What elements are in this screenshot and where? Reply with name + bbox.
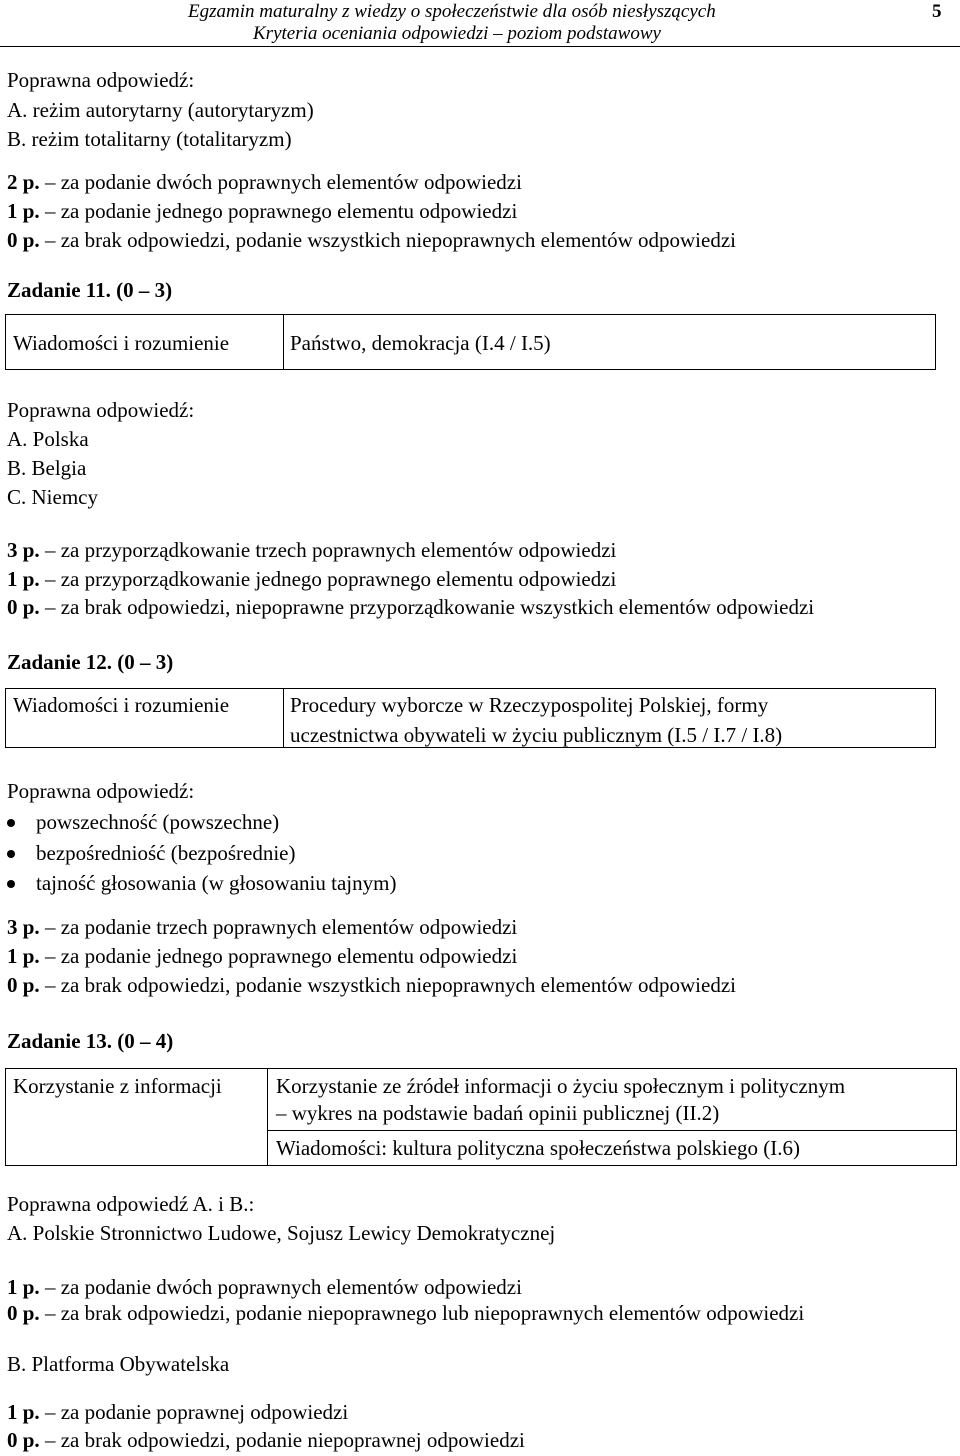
score-line: 0 p. – za brak odpowiedzi, podanie wszystkich niepoprawnych elementów odpowiedzi xyxy=(7,973,736,997)
requirement-description: – wykres na podstawie badań opinii publicznej (II.2) xyxy=(276,1101,720,1125)
score-line: 2 p. – za podanie dwóch poprawnych elementów odpowiedzi xyxy=(7,170,522,194)
bullet-icon xyxy=(7,850,15,858)
requirement-description: Procedury wyborcze w Rzeczypospolitej Polskiej, formy xyxy=(290,693,769,717)
answer-b: B. reżim totalitarny (totalitaryzm) xyxy=(7,127,292,151)
score-line: 0 p. – za brak odpowiedzi, niepoprawne przyporządkowanie wszystkich elementów odpowiedzi xyxy=(7,595,815,619)
requirement-description: uczestnictwa obywateli w życiu publicznym (I.5 / I.7 / I.8) xyxy=(290,723,783,747)
answer-b: B. Platforma Obywatelska xyxy=(7,1352,230,1376)
list-item: tajność głosowania (w głosowaniu tajnym) xyxy=(36,871,397,895)
score-line: 1 p. – za podanie jednego poprawnego elementu odpowiedzi xyxy=(7,944,518,968)
bullet-icon xyxy=(7,819,15,827)
table-divider xyxy=(267,1068,268,1166)
score-line: 1 p. – za podanie dwóch poprawnych elementów odpowiedzi xyxy=(7,1275,522,1299)
score-line: 1 p. – za przyporządkowanie jednego poprawnego elementu odpowiedzi xyxy=(7,567,617,591)
bullet-icon xyxy=(7,880,15,888)
requirement-description: Korzystanie ze źródeł informacji o życiu społecznym i politycznym xyxy=(276,1074,846,1098)
header-title-line2: Kryteria oceniania odpowiedzi – poziom podstawowy xyxy=(253,23,661,44)
page-number: 5 xyxy=(932,1,942,22)
answer-label: Poprawna odpowiedź: xyxy=(7,68,195,92)
score-line: 3 p. – za podanie trzech poprawnych elementów odpowiedzi xyxy=(7,915,518,939)
requirement-category: Wiadomości i rozumienie xyxy=(13,331,230,355)
answer-label: Poprawna odpowiedź A. i B.: xyxy=(7,1192,255,1216)
list-item: powszechność (powszechne) xyxy=(36,810,280,834)
score-line: 0 p. – za brak odpowiedzi, podanie wszystkich niepoprawnych elementów odpowiedzi xyxy=(7,228,736,252)
task-title: Zadanie 12. (0 – 3) xyxy=(7,650,174,674)
score-line: 1 p. – za podanie jednego poprawnego elementu odpowiedzi xyxy=(7,199,518,223)
requirement-category: Korzystanie z informacji xyxy=(13,1074,222,1098)
score-line: 3 p. – za przyporządkowanie trzech poprawnych elementów odpowiedzi xyxy=(7,538,617,562)
answer-label: Poprawna odpowiedź: xyxy=(7,398,195,422)
table-divider xyxy=(283,314,284,370)
score-line: 0 p. – za brak odpowiedzi, podanie niepoprawnej odpowiedzi xyxy=(7,1428,525,1452)
answer-item: B. Belgia xyxy=(7,456,87,480)
answer-item: A. Polska xyxy=(7,427,89,451)
answer-label: Poprawna odpowiedź: xyxy=(7,779,195,803)
answer-a: A. Polskie Stronnictwo Ludowe, Sojusz Lewicy Demokratycznej xyxy=(7,1221,556,1245)
requirement-category: Wiadomości i rozumienie xyxy=(13,693,230,717)
table-divider xyxy=(283,688,284,748)
requirement-description: Państwo, demokracja (I.4 / I.5) xyxy=(290,331,551,355)
requirement-description: Wiadomości: kultura polityczna społeczeństwa polskiego (I.6) xyxy=(276,1136,801,1160)
score-line: 0 p. – za brak odpowiedzi, podanie niepoprawnego lub niepoprawnych elementów odpowiedzi xyxy=(7,1301,805,1325)
task-title: Zadanie 13. (0 – 4) xyxy=(7,1029,174,1053)
answer-item: C. Niemcy xyxy=(7,485,98,509)
header-title-line1: Egzamin maturalny z wiedzy o społeczeństwie dla osób niesłyszących xyxy=(188,1,716,22)
header-rule xyxy=(0,46,960,47)
list-item: bezpośredniość (bezpośrednie) xyxy=(36,841,296,865)
score-line: 1 p. – za podanie poprawnej odpowiedzi xyxy=(7,1400,349,1424)
task-title: Zadanie 11. (0 – 3) xyxy=(7,278,173,302)
answer-a: A. reżim autorytarny (autorytaryzm) xyxy=(7,98,314,122)
table-row-divider xyxy=(267,1130,957,1131)
